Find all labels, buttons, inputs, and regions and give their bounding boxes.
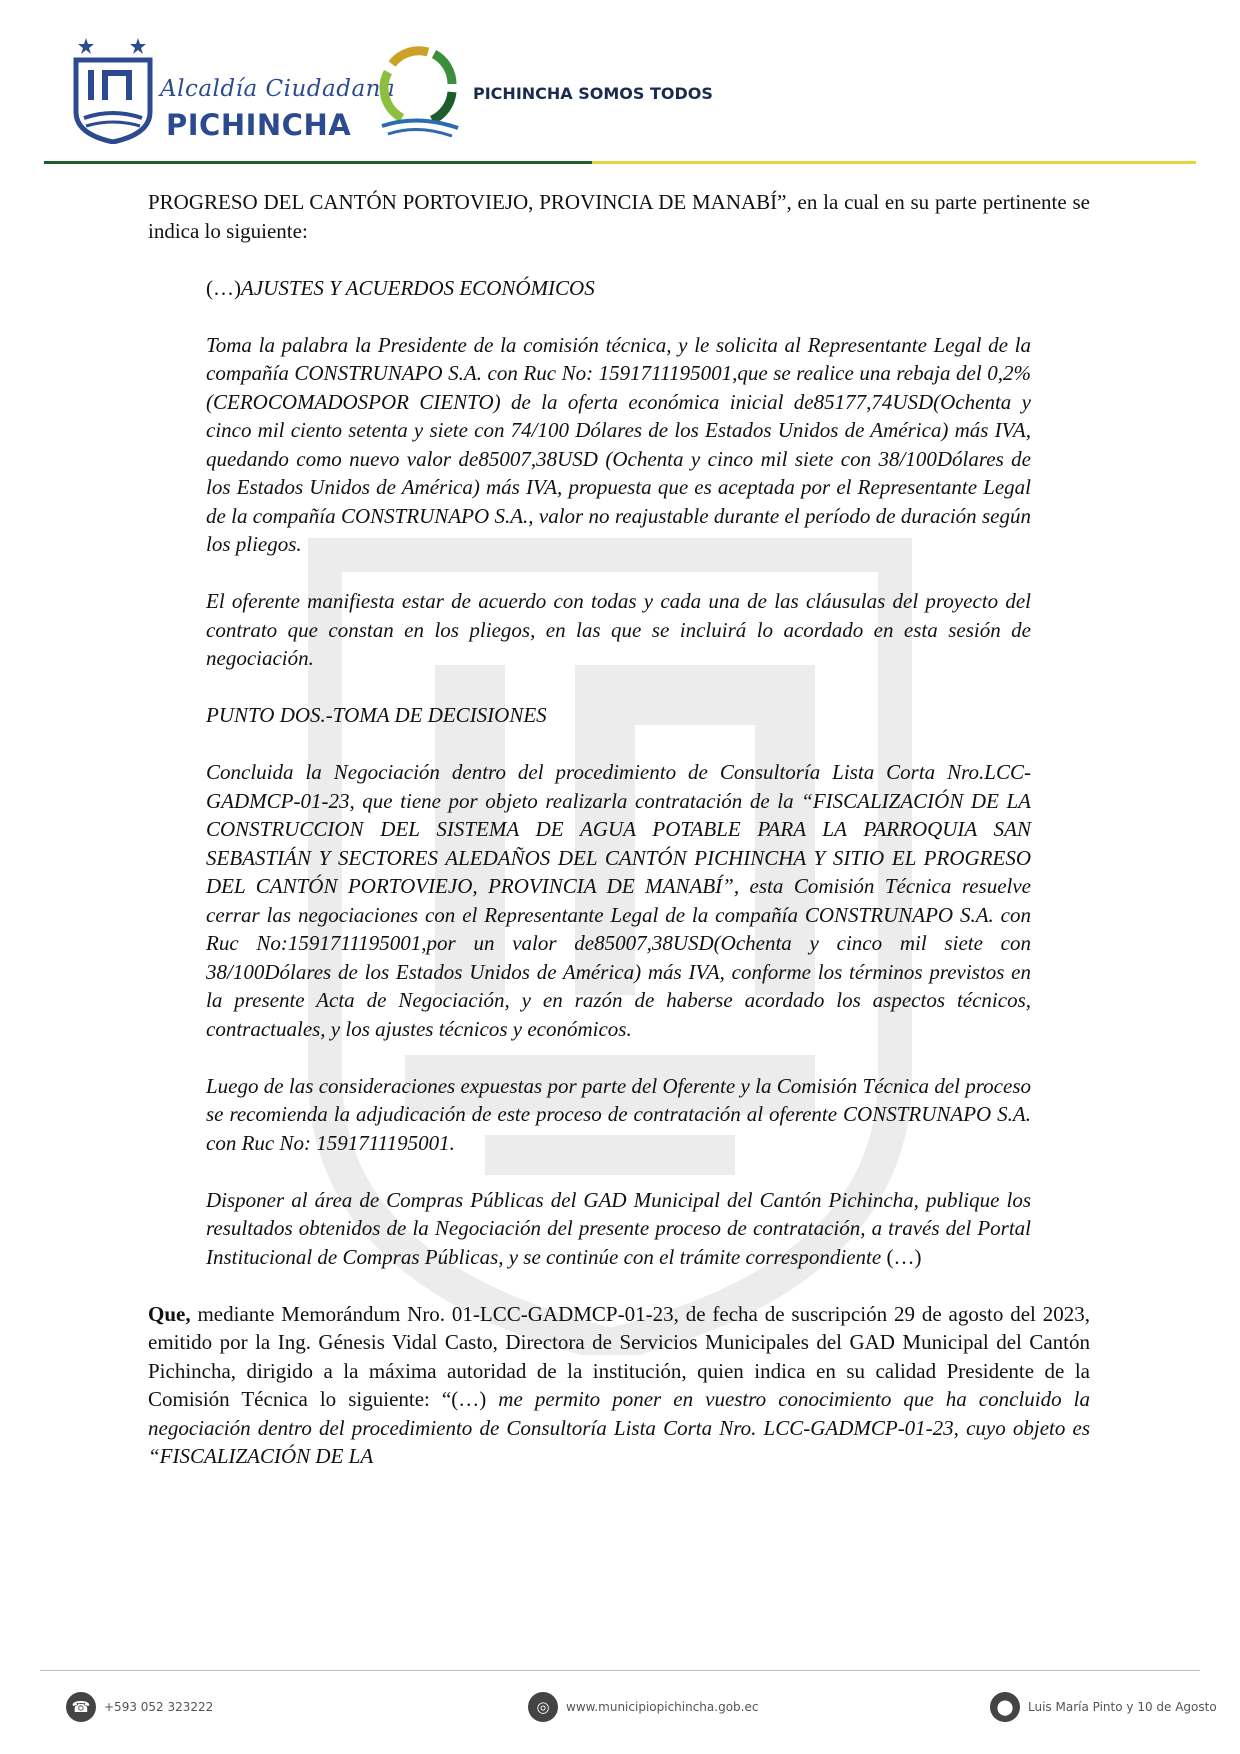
quote-heading xyxy=(206,274,1031,303)
quote-heading-text: AJUSTES Y ACUERDOS ECONÓMICOS xyxy=(241,275,595,300)
quote-paragraph-5 xyxy=(206,1186,1031,1272)
quoted-section xyxy=(206,274,1031,1272)
que-paragraph xyxy=(148,1300,1090,1471)
footer-phone xyxy=(66,1692,213,1722)
brand-script-text: Alcaldía Ciudadana xyxy=(160,76,396,102)
footer-address xyxy=(990,1692,1217,1722)
page-footer xyxy=(0,1670,1240,1754)
somos-todos-logo xyxy=(372,44,464,142)
intro-paragraph: PROGRESO DEL CANTÓN PORTOVIEJO, PROVINCIA DE MANABÍ”, en la cual en su parte pertinente se indica lo siguiente: xyxy=(148,190,1090,243)
web-icon: ◎ xyxy=(528,1692,558,1722)
quote-ellipsis: (…) xyxy=(206,275,241,300)
header-divider-green xyxy=(44,161,592,164)
slogan-text: PICHINCHA SOMOS TODOS xyxy=(473,84,713,103)
quote-paragraph-3: Concluida la Negociación dentro del procedimiento de Consultoría Lista Corta Nro.LCC-GADMCP-01-23, que tiene por objeto realizarla contratación de la “FISCALIZACIÓN DE LA CONSTRUCCION DEL SISTEMA DE AGUA POTABLE PARA LA PARROQUIA SAN SEBASTIÁN Y SECTORES ALEDAÑOS DEL CANTÓN PICHINCHA Y SITIO EL PROGRESO DEL CANTÓN PORTOVIEJO, PROVINCIA DE MANABÍ”, esta Comisión Técnica resuelve cerrar las negociaciones con el Representante Legal de la compañía CONSTRUNAPO S.A. con Ruc No:1591711195001,por un valor de85007,38USD(Ochenta y cinco mil siete con 38/100Dólares de los Estados Unidos de América) más IVA, conforme los términos previstos en la presente Acta de Negociación, y en razón de haberse acordado los aspectos técnicos, contractuales, y los ajustes técnicos y económicos. xyxy=(206,760,1031,1041)
location-icon: ⬤ xyxy=(990,1692,1020,1722)
brand-name: PICHINCHA xyxy=(166,108,352,142)
quote-paragraph-1: Toma la palabra la Presidente de la comisión técnica, y le solicita al Representante Legal de la compañía CONSTRUNAPO S.A. con Ruc No: 1591711195001,que se realice una rebaja del 0,2% (CEROCOMADOSPOR CIENTO) de la oferta económica inicial de85177,74USD(Ochenta y cinco mil ciento setenta y siete con 74/100 Dólares de los Estados Unidos de América) más IVA, quedando como nuevo valor de85007,38USD (Ochenta y cinco mil siete con 38/100Dólares de los Estados Unidos de América) más IVA, propuesta que es aceptada por el Representante Legal de la compañía CONSTRUNAPO S.A., valor no reajustable durante el período de duración según los pliegos. xyxy=(206,332,1031,556)
que-italic-text: me permito poner en vuestro conocimiento que ha concluido la negociación dentro del procedimiento de Consultoría Lista Corta Nro. LCC-GADMCP-01-23, cuyo objeto es “FISCALIZACIÓN DE LA xyxy=(148,1387,1090,1468)
quote-paragraph-4: Luego de las consideraciones expuestas por parte del Oferente y la Comisión Técnica del proceso se recomienda la adjudicación de este proceso de contratación al oferente CONSTRUNAPO S.A. con Ruc No: 1591711195001. xyxy=(206,1073,1031,1155)
que-text: mediante Memorándum Nro. 01-LCC-GADMCP-01-23, de fecha de suscripción 29 de agosto del 2023, emitido por la Ing. Génesis Vidal Casto, Directora de Servicios Municipales del GAD Municipal del Cantón Pichincha, dirigido a la máxima autoridad de la institución, quien indica en su calidad Presidente de la Comisión Técnica lo siguiente: “(…) xyxy=(148,1301,1090,1411)
footer-address-text: Luis María Pinto y 10 de Agosto xyxy=(1028,1700,1217,1714)
que-lead: Que, xyxy=(148,1301,191,1326)
quote-paragraph-5-suffix: (…) xyxy=(881,1244,922,1269)
document-body xyxy=(148,188,1090,1471)
page-header xyxy=(0,0,1240,170)
quote-paragraph-5-text: Disponer al área de Compras Públicas del GAD Municipal del Cantón Pichincha, publique los resultados obtenidos de la Negociación del presente proceso de contratación, a través del Portal Institucional de Compras Públicas, y se continúe con el trámite correspondiente xyxy=(206,1187,1031,1269)
municipal-shield-logo xyxy=(72,34,154,144)
footer-phone-text: +593 052 323222 xyxy=(104,1700,214,1714)
footer-website-text[interactable]: www.municipiopichincha.gob.ec xyxy=(566,1700,759,1714)
footer-divider xyxy=(40,1670,1200,1671)
quote-heading-2: PUNTO DOS.-TOMA DE DECISIONES xyxy=(206,703,547,727)
footer-website[interactable] xyxy=(528,1692,758,1722)
header-divider-yellow xyxy=(592,161,1196,164)
quote-paragraph-2: El oferente manifiesta estar de acuerdo con todas y cada una de las cláusulas del proyecto del contrato que constan en los pliegos, en las que se incluirá lo acordado en esta sesión de negociación. xyxy=(206,589,1031,670)
phone-icon: ☎ xyxy=(66,1692,96,1722)
